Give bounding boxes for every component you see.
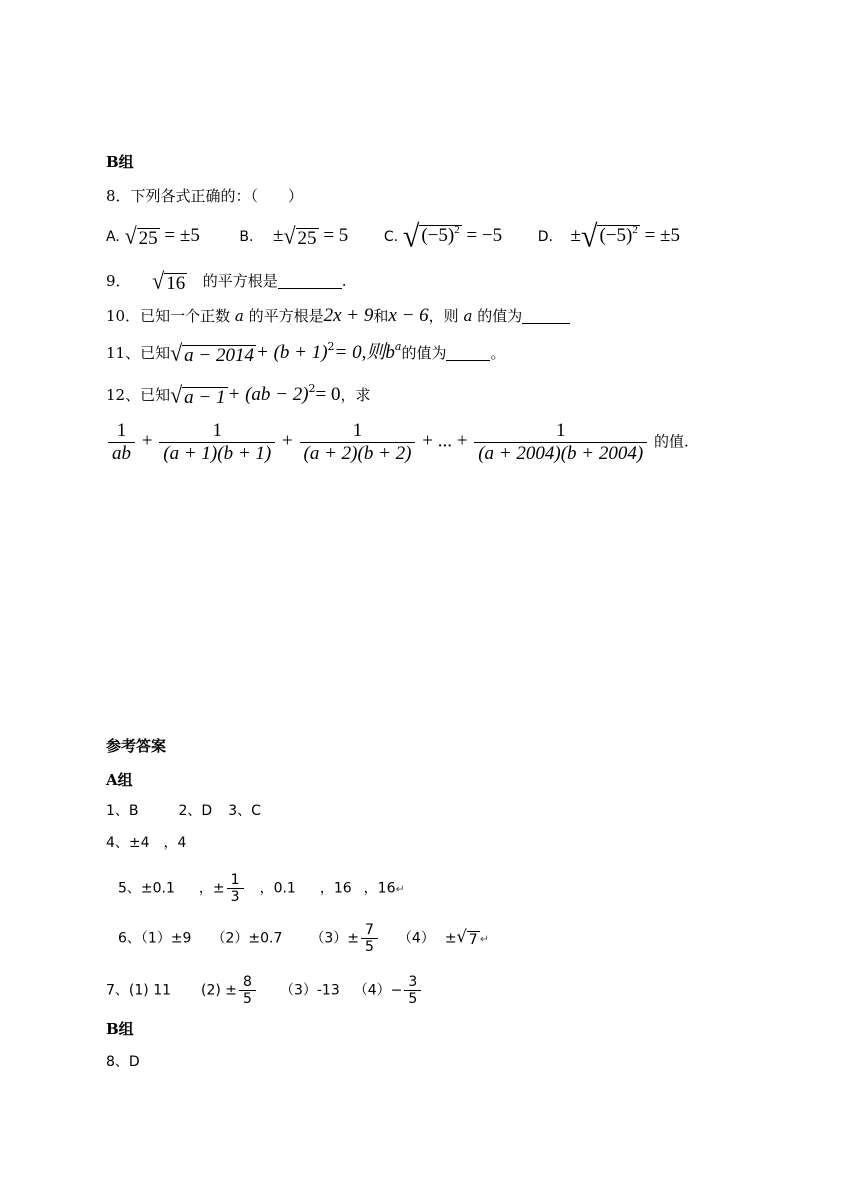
answer-blank	[522, 307, 570, 324]
answer-8: 8、D	[106, 1054, 140, 1070]
sqrt-symbol: √ a − 1	[170, 381, 226, 408]
question-12-expression: $\frac{1}{ab}$ + $\frac{1}{(a + 1)(b + 1)}$ + $\frac{1}{(a + 2)(b + 2)}$ + ... + $\frac{1}{(a + 2004)(b + 2004)}$ 的值.	[106, 420, 689, 465]
question-8-stem: 8．下列各式正确的：（ ）	[106, 187, 304, 205]
fraction: $\frac{3}{5}$	[404, 974, 421, 1007]
option-c: C. √ $(-5)^2$ = −5	[383, 219, 503, 254]
answers-1-3: 1、B 2、D 3、C	[106, 803, 261, 819]
fraction: $\frac{1}{ab}$	[108, 420, 135, 465]
sqrt-symbol: √ $(-5)^2$	[402, 219, 460, 254]
question-10: 10．已知一个正数 a 的平方根是2x + 9和x − 6，则 a 的值为	[106, 306, 570, 326]
answer-6: 6、（1）±9 （2）±0.7 （3）± $\frac{7}{5}$ （4） ± √ 7 ↵	[118, 922, 489, 955]
sqrt-symbol: √ 25	[283, 222, 317, 249]
answer-4: 4、±4 ，4	[106, 835, 187, 851]
answers-group-a-heading: A组	[106, 771, 133, 789]
return-mark-icon: ↵	[395, 882, 405, 896]
sqrt-symbol: √ $(-5)^2$	[580, 219, 638, 254]
option-d: D. ± √ $(-5)^2$ = ±5	[537, 219, 680, 254]
question-11: 11、已知 √ a − 2014 + $(b + 1)^2= 0$,则$b^a$的值为 。	[106, 339, 506, 366]
option-a: A. √ 25 = ±5	[106, 222, 200, 249]
fraction: $\frac{1}{(a + 2004)(b + 2004)}$	[474, 420, 647, 465]
option-b: B. ± √ 25 = 5	[239, 222, 349, 249]
fraction: $\frac{1}{(a + 1)(b + 1)}$	[159, 420, 275, 465]
answer-blank	[278, 272, 342, 289]
answers-group-b-heading: B组	[106, 1020, 134, 1038]
question-8-options	[106, 219, 680, 254]
answer-5: 5、±0.1 ，± $\frac{1}{3}$ ，0.1 ，16 ，16↵	[118, 872, 405, 905]
fraction: $\frac{7}{5}$	[361, 922, 378, 955]
answers-heading: 参考答案	[106, 737, 167, 755]
sqrt-symbol: √ 16	[152, 267, 186, 294]
fraction: $\frac{1}{(a + 2)(b + 2)}$	[300, 420, 416, 465]
sqrt-symbol: √ 7	[456, 926, 478, 948]
question-12-stem: 12、已知 √ a − 1 + (ab − 2)$^2$= 0，求	[106, 381, 371, 408]
fraction: $\frac{1}{3}$	[227, 872, 244, 905]
sqrt-symbol: √ 25	[124, 222, 158, 249]
answer-7: 7、(1) 11 (2) ± $\frac{8}{5}$ （3）-13 （4）− $\frac{3}{5}$	[106, 974, 423, 1007]
return-mark-icon: ↵	[479, 932, 489, 946]
sqrt-symbol: √ a − 2014	[170, 339, 254, 366]
fraction: $\frac{8}{5}$	[239, 974, 256, 1007]
answer-blank	[446, 344, 490, 361]
group-b-heading: B组	[106, 153, 134, 171]
question-9: 9． √ 16 的平方根是 .	[106, 267, 347, 294]
